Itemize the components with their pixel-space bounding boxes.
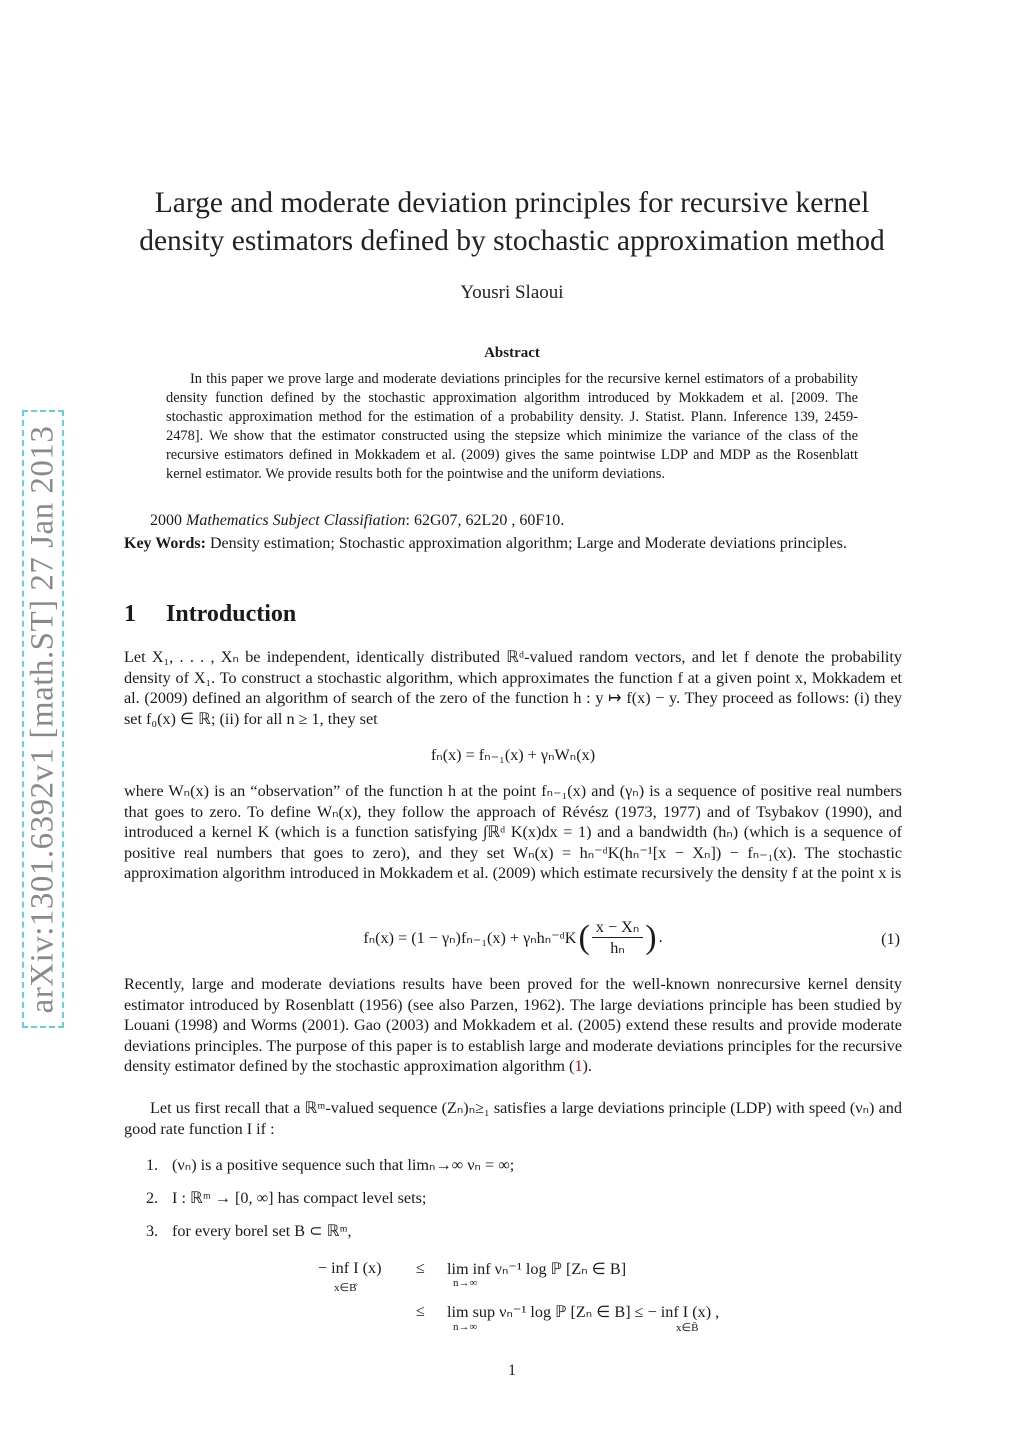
para3-end: ).	[582, 1057, 592, 1076]
para3-main: Recently, large and moderate deviations results have been proved for the well-known nonrecursive kernel density estimator introduced by Rosenblatt (1956) (see also Parzen, 1962). The large deviations principle has been studied by Louani (1998) and Worms (2001). Gao (2003) and Mokkadem et al. (2005) extend these results and provide moderate deviations principles. The purpose of this paper is to establish large and moderate deviations principles for the recursive density estimator defined by the stochastic approximation algorithm (	[124, 975, 902, 1076]
ineq-right-subscript-2: n→∞	[453, 1321, 478, 1333]
list-item-text: for every borel set B ⊂ ℝᵐ,	[172, 1222, 352, 1240]
author-name: Yousri Slaoui	[460, 282, 564, 303]
list-item-text: I : ℝᵐ → [0, ∞] has compact level sets;	[172, 1189, 427, 1207]
arxiv-identifier: arXiv:1301.6392v1 [math.ST] 27 Jan 2013	[24, 425, 61, 1013]
equation-1	[124, 917, 902, 967]
abstract-text: In this paper we prove large and moderate deviations principles for the recursive kernel estimators of a probability density function defined by the stochastic approximation algorithm introduced by Mokkadem et al. [2009. The stochastic approximation method for the estimation of a probability density. J. Statist. Plann. Inference 139, 2459-2478]. We show that the estimator constructed using the stepsize which minimize the variance of the class of the recursive estimators defined in Mokkadem et al. (2009) gives the same pointwise LDP and MDP as the Rosenblatt kernel estimator. We provide results both for the pointwise and the uniform deviations.	[166, 371, 858, 482]
eq1-period: .	[658, 928, 663, 946]
list-item	[146, 1221, 886, 1241]
list-item-number: 1.	[146, 1156, 159, 1174]
arxiv-stamp	[22, 410, 64, 1028]
msc-classification	[150, 512, 910, 530]
ineq-right-subscript-3: x∈B̄	[676, 1322, 699, 1334]
ineq-relation-1: ≤	[416, 1259, 425, 1277]
msc-label: Mathematics Subject Classifiation	[186, 512, 406, 529]
eq1-numerator: x − Xₙ	[592, 917, 643, 938]
msc-codes: : 62G07, 62L20 , 60F10.	[405, 512, 565, 529]
page-number: 1	[508, 1362, 516, 1379]
intro-paragraph-3	[124, 974, 902, 1077]
intro-paragraph-4: Let us first recall that a ℝᵐ-valued sequence (Zₙ)ₙ≥₁ satisfies a large deviations principle (LDP) with speed (νₙ) and good rate function I if :	[124, 1099, 902, 1138]
ineq-left-subscript: x∈B̊	[334, 1282, 357, 1294]
intro-paragraph-2: where Wₙ(x) is an “observation” of the function h at the point fₙ₋₁(x) and (γₙ) is a sequence of positive real numbers that goes to zero. To define Wₙ(x), they follow the approach of Révész (1973, 1977) and of Tsybakov (1990), and introduced a kernel K (which is a function satisfying ∫ℝᵈ K(x)dx = 1) and a bandwidth (hₙ) (which is a sequence of positive real numbers that goes to zero), and they set Wₙ(x) = hₙ⁻ᵈK(hₙ⁻¹[x − Xₙ]) − fₙ₋₁(x). The stochastic approximation algorithm introduced in Mokkadem et al. (2009) which estimate recursively the density f at the point x is	[124, 782, 902, 883]
eq1-left: fₙ(x) = (1 − γₙ)fₙ₋₁(x) + γₙhₙ⁻ᵈK	[363, 928, 577, 947]
eq1-denominator: hₙ	[610, 939, 625, 957]
ineq-relation-2: ≤	[416, 1302, 425, 1320]
ineq-right-term-2: lim sup νₙ⁻¹ log ℙ [Zₙ ∈ B] ≤ − inf I (x) ,	[447, 1303, 720, 1321]
list-item	[146, 1155, 886, 1175]
eq1-paren-close: )	[645, 918, 657, 956]
msc-prefix: 2000	[150, 512, 182, 529]
equation-ref-link[interactable]: 1	[574, 1057, 583, 1076]
section-heading	[124, 601, 824, 628]
ineq-left-term: − inf I (x)	[318, 1259, 382, 1277]
section-title: Introduction	[166, 601, 297, 627]
section-number: 1	[124, 601, 136, 627]
keywords	[124, 533, 902, 554]
list-item	[146, 1188, 886, 1208]
list-item-number: 2.	[146, 1189, 159, 1207]
keywords-text: Density estimation; Stochastic approximation algorithm; Large and Moderate deviations principles.	[205, 535, 847, 552]
ineq-right-term-1: lim inf νₙ⁻¹ log ℙ [Zₙ ∈ B]	[447, 1260, 627, 1278]
keywords-label: Key Words:	[124, 535, 206, 552]
abstract-heading: Abstract	[484, 345, 540, 361]
list-item-number: 3.	[146, 1222, 159, 1240]
equation-1-label: (1)	[881, 930, 900, 948]
title-line-1: Large and moderate deviation principles for recursive kernel	[154, 187, 870, 219]
eq1-paren-open: (	[578, 918, 590, 956]
title-line-2: density estimators defined by stochastic approximation method	[139, 225, 885, 257]
ineq-right-subscript-1: n→∞	[453, 1277, 478, 1289]
intro-paragraph-1: Let X₁, . . . , Xₙ be independent, identically distributed ℝᵈ-valued random vectors, and let f denote the probability density of X₁. To construct a stochastic algorithm, which approximates the function f at a given point x, Mokkadem et al. (2009) defined an algorithm of search of the zero of the function h : y ↦ f(x) − y. They proceed as follows: (i) they set f₀(x) ∈ ℝ; (ii) for all n ≥ 1, they set	[124, 648, 902, 728]
paper-title	[110, 184, 914, 260]
list-item-text: (νₙ) is a positive sequence such that limₙ→∞ νₙ = ∞;	[172, 1156, 515, 1174]
eq1-fraction	[592, 917, 643, 958]
equation-recursion: fₙ(x) = fₙ₋₁(x) + γₙWₙ(x)	[430, 746, 596, 764]
